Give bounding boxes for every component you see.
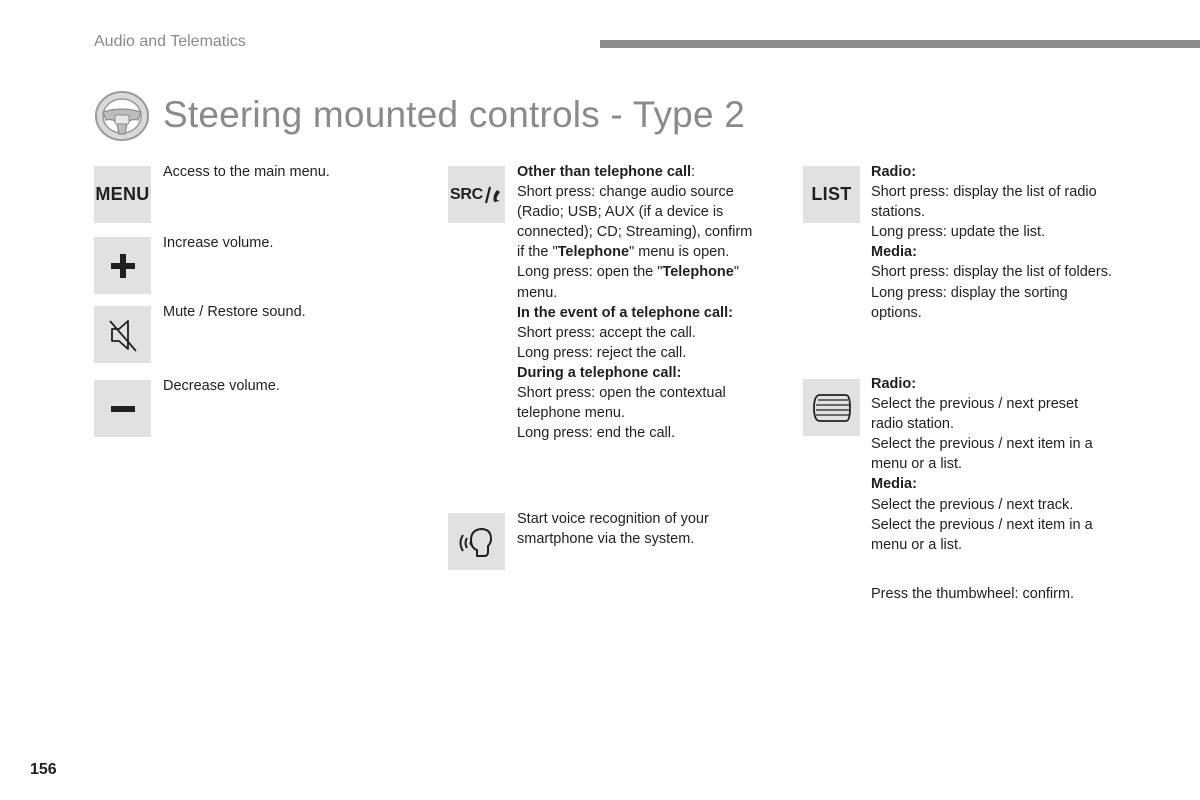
- volume-up-desc-text: Increase volume.: [163, 235, 274, 251]
- minus-icon: [108, 394, 138, 424]
- voice-line-2: smartphone via the system.: [517, 531, 695, 548]
- volume-down-button: [94, 380, 151, 437]
- thumbwheel-button: [803, 379, 860, 436]
- wheel-radio-1: Select the previous / next preset: [871, 396, 1079, 413]
- src-line-2: (Radio; USB; AUX (if a device is: [517, 204, 724, 221]
- thumbwheel-icon: [812, 391, 852, 425]
- src-during-2: telephone menu.: [517, 405, 626, 422]
- src-phone-button: [448, 166, 505, 223]
- src-event-1: Short press: accept the call.: [517, 324, 696, 341]
- menu-description: [163, 162, 330, 182]
- wheel-media-2: Select the previous / next item in a: [871, 516, 1093, 533]
- thumbwheel-press-description: [871, 584, 1161, 604]
- src-description: [517, 162, 787, 443]
- volume-up-description: [163, 233, 273, 253]
- src-telephone-2: Telephone: [662, 264, 734, 281]
- list-media-1: Short press: display the list of folders.: [871, 264, 1112, 281]
- wheel-media-heading: Media:: [871, 476, 917, 493]
- header-bar: [600, 40, 1200, 48]
- list-radio-1: Short press: display the list of radio: [871, 184, 1097, 201]
- src-line-4-pre: if the ": [517, 244, 558, 261]
- mute-button: [94, 306, 151, 363]
- wheel-radio-2: radio station.: [871, 416, 955, 433]
- menu-button: [94, 166, 151, 223]
- src-line-1: Short press: change audio source: [517, 184, 734, 201]
- src-event-heading: In the event of a telephone call:: [517, 304, 733, 321]
- src-line-5-post: ": [733, 264, 740, 281]
- src-line-5-pre: Long press: open the ": [517, 264, 663, 281]
- volume-down-description: [163, 376, 280, 396]
- wheel-media-3: menu or a list.: [871, 536, 963, 553]
- list-radio-3: Long press: update the list.: [871, 224, 1046, 241]
- section-label: Audio and Telematics: [94, 33, 246, 50]
- src-during-heading: During a telephone call:: [517, 364, 682, 381]
- mute-description: [163, 302, 306, 322]
- src-during-1: Short press: open the contextual: [517, 385, 726, 402]
- wheel-media-1: Select the previous / next track.: [871, 496, 1074, 513]
- src-during-3: Long press: end the call.: [517, 425, 675, 442]
- wheel-radio-3: Select the previous / next item in a: [871, 436, 1093, 453]
- menu-desc-text: Access to the main menu.: [163, 164, 330, 180]
- list-radio-heading: Radio:: [871, 164, 917, 180]
- src-event-2: Long press: reject the call.: [517, 344, 687, 361]
- src-telephone-1: Telephone: [557, 244, 630, 261]
- wheel-press-text: Press the thumbwheel: confirm.: [871, 586, 1075, 602]
- src-other-heading: Other than telephone call: [517, 164, 692, 180]
- voice-button: [448, 513, 505, 570]
- page-number: 156: [30, 761, 57, 778]
- list-button-label: LIST: [811, 184, 852, 204]
- src-other-colon: :: [691, 164, 696, 180]
- src-button-label: SRC: [450, 185, 483, 203]
- phone-icon: [485, 185, 503, 205]
- plus-icon: [108, 251, 138, 281]
- src-line-3: connected); CD; Streaming), confirm: [517, 224, 753, 241]
- src-line-4-post: " menu is open.: [629, 244, 730, 261]
- list-button: [803, 166, 860, 223]
- wheel-radio-heading: Radio:: [871, 376, 917, 392]
- volume-down-desc-text: Decrease volume.: [163, 378, 280, 394]
- list-media-2: Long press: display the sorting: [871, 284, 1068, 301]
- voice-command-icon: [457, 524, 497, 560]
- src-line-6: menu.: [517, 284, 558, 301]
- thumbwheel-description: [871, 374, 1161, 555]
- menu-button-label: MENU: [95, 184, 150, 204]
- wheel-radio-4: menu or a list.: [871, 456, 963, 473]
- page-title: Steering mounted controls - Type 2: [163, 94, 745, 135]
- voice-description: [517, 509, 787, 549]
- mute-desc-text: Mute / Restore sound.: [163, 304, 306, 320]
- volume-up-button: [94, 237, 151, 294]
- list-description: [871, 162, 1161, 323]
- steering-wheel-icon: [94, 90, 150, 142]
- list-media-heading: Media:: [871, 244, 917, 261]
- list-media-3: options.: [871, 304, 922, 321]
- speaker-muted-icon: [106, 315, 140, 355]
- voice-line-1: Start voice recognition of your: [517, 511, 709, 527]
- list-radio-2: stations.: [871, 204, 925, 221]
